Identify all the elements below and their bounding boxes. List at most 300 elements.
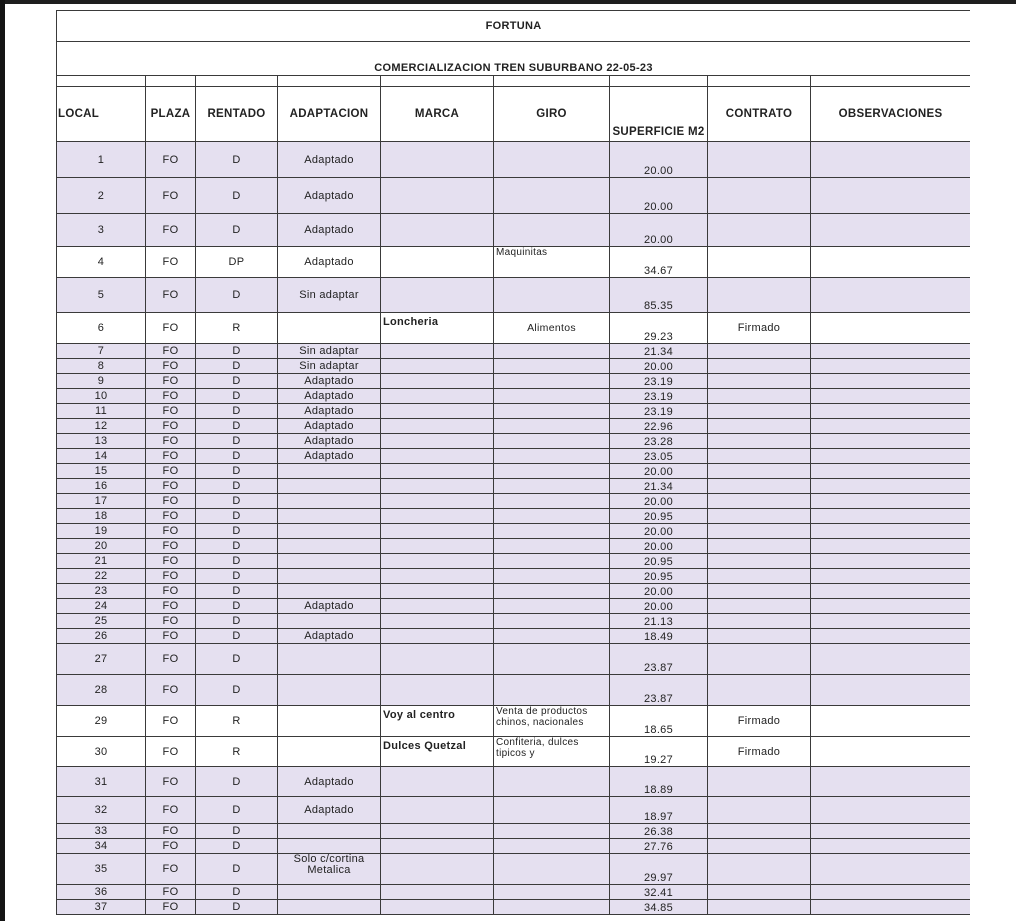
- cell-local: 21: [57, 554, 146, 569]
- cell-observaciones: [811, 449, 971, 464]
- cell-contrato: [708, 854, 811, 885]
- sheet-subtitle: COMERCIALIZACION TREN SUBURBANO 22-05-23: [57, 42, 971, 76]
- cell-contrato: [708, 449, 811, 464]
- cell-plaza: FO: [146, 419, 196, 434]
- cell-adaptacion: [278, 524, 381, 539]
- cell-observaciones: [811, 464, 971, 479]
- cell-plaza: FO: [146, 509, 196, 524]
- cell-contrato: [708, 839, 811, 854]
- cell-observaciones: [811, 824, 971, 839]
- cell-rentado: D: [196, 614, 278, 629]
- cell-superficie: 29.97: [610, 854, 708, 885]
- cell-marca: [381, 554, 494, 569]
- cell-marca: [381, 344, 494, 359]
- table-row: [57, 494, 971, 509]
- table-row: [57, 900, 971, 915]
- cell-rentado: D: [196, 675, 278, 706]
- cell-rentado: D: [196, 494, 278, 509]
- cell-contrato: [708, 509, 811, 524]
- cell-adaptacion: [278, 554, 381, 569]
- cell-marca: [381, 278, 494, 313]
- cell-giro: [494, 569, 610, 584]
- cell-superficie: 20.00: [610, 464, 708, 479]
- table-row: [57, 599, 971, 614]
- cell-local: 12: [57, 419, 146, 434]
- cell-superficie: 27.76: [610, 839, 708, 854]
- table-row: [57, 374, 971, 389]
- cell-superficie: 20.95: [610, 554, 708, 569]
- cell-superficie: 19.27: [610, 737, 708, 767]
- header-local: LOCAL: [57, 87, 146, 142]
- cell-local: 16: [57, 479, 146, 494]
- cell-local: 8: [57, 359, 146, 374]
- cell-marca: [381, 885, 494, 900]
- cell-contrato: [708, 374, 811, 389]
- cell-adaptacion: [278, 644, 381, 675]
- cell-plaza: FO: [146, 706, 196, 737]
- cell-observaciones: [811, 614, 971, 629]
- cell-local: 35: [57, 854, 146, 885]
- cell-observaciones: [811, 344, 971, 359]
- cell-adaptacion: [278, 675, 381, 706]
- cell-giro: [494, 524, 610, 539]
- cell-contrato: [708, 797, 811, 824]
- cell-rentado: R: [196, 737, 278, 767]
- cell-observaciones: [811, 178, 971, 214]
- cell-local: 18: [57, 509, 146, 524]
- cell-superficie: 23.19: [610, 404, 708, 419]
- cell-giro: [494, 509, 610, 524]
- cell-rentado: D: [196, 629, 278, 644]
- cell-marca: Voy al centro: [381, 706, 494, 737]
- cell-giro: [494, 767, 610, 797]
- cell-rentado: D: [196, 767, 278, 797]
- cell-observaciones: [811, 374, 971, 389]
- cell-adaptacion: Sin adaptar: [278, 344, 381, 359]
- cell-contrato: [708, 584, 811, 599]
- cell-adaptacion: [278, 464, 381, 479]
- cell-local: 31: [57, 767, 146, 797]
- cell-adaptacion: Adaptado: [278, 434, 381, 449]
- cell-local: 4: [57, 247, 146, 278]
- cell-giro: [494, 494, 610, 509]
- cell-rentado: D: [196, 404, 278, 419]
- table-row: [57, 767, 971, 797]
- cell-local: 9: [57, 374, 146, 389]
- cell-observaciones: [811, 434, 971, 449]
- cell-observaciones: [811, 247, 971, 278]
- cell-superficie: 20.00: [610, 494, 708, 509]
- cell-plaza: FO: [146, 344, 196, 359]
- cell-marca: [381, 839, 494, 854]
- cell-observaciones: [811, 524, 971, 539]
- cell-contrato: [708, 885, 811, 900]
- cell-local: 25: [57, 614, 146, 629]
- cell-marca: [381, 675, 494, 706]
- cell-adaptacion: Adaptado: [278, 599, 381, 614]
- spreadsheet: [56, 10, 970, 921]
- cell-rentado: D: [196, 464, 278, 479]
- cell-marca: [381, 539, 494, 554]
- cell-observaciones: [811, 494, 971, 509]
- cell-rentado: D: [196, 479, 278, 494]
- cell-plaza: FO: [146, 675, 196, 706]
- table-row: [57, 479, 971, 494]
- cell-rentado: D: [196, 584, 278, 599]
- cell-observaciones: [811, 214, 971, 247]
- cell-contrato: [708, 404, 811, 419]
- cell-observaciones: [811, 839, 971, 854]
- cell-local: 1: [57, 142, 146, 178]
- cell-giro: [494, 824, 610, 839]
- cell-giro: [494, 178, 610, 214]
- header-superficie: SUPERFICIE M2: [610, 87, 708, 142]
- table-row: [57, 524, 971, 539]
- cell-observaciones: [811, 675, 971, 706]
- cell-marca: [381, 247, 494, 278]
- cell-observaciones: [811, 797, 971, 824]
- cell-contrato: [708, 479, 811, 494]
- cell-plaza: FO: [146, 885, 196, 900]
- cell-giro: [494, 389, 610, 404]
- cell-marca: [381, 644, 494, 675]
- cell-superficie: 20.00: [610, 142, 708, 178]
- cell-rentado: D: [196, 359, 278, 374]
- cell-superficie: 26.38: [610, 824, 708, 839]
- cell-contrato: [708, 434, 811, 449]
- cell-plaza: FO: [146, 374, 196, 389]
- table-row: [57, 554, 971, 569]
- table-row: [57, 797, 971, 824]
- cell-superficie: 20.95: [610, 569, 708, 584]
- cell-plaza: FO: [146, 900, 196, 915]
- cell-marca: [381, 178, 494, 214]
- table-row: [57, 737, 971, 767]
- cell-plaza: FO: [146, 247, 196, 278]
- table-row: [57, 569, 971, 584]
- cell-adaptacion: Solo c/cortina Metalica: [278, 854, 381, 885]
- cell-giro: [494, 644, 610, 675]
- cell-superficie: 20.00: [610, 214, 708, 247]
- cell-superficie: 20.95: [610, 509, 708, 524]
- header-plaza: PLAZA: [146, 87, 196, 142]
- cell-rentado: D: [196, 854, 278, 885]
- cell-marca: [381, 767, 494, 797]
- cell-superficie: 34.67: [610, 247, 708, 278]
- cell-local: 6: [57, 313, 146, 344]
- cell-adaptacion: Adaptado: [278, 629, 381, 644]
- cell-observaciones: [811, 313, 971, 344]
- table-row: [57, 449, 971, 464]
- cell-contrato: [708, 142, 811, 178]
- cell-plaza: FO: [146, 479, 196, 494]
- table-row: [57, 629, 971, 644]
- cell-superficie: 20.00: [610, 584, 708, 599]
- cell-rentado: D: [196, 599, 278, 614]
- cell-marca: [381, 142, 494, 178]
- cell-giro: [494, 419, 610, 434]
- table-row: [57, 278, 971, 313]
- cell-giro: [494, 584, 610, 599]
- header-giro: GIRO: [494, 87, 610, 142]
- table-row: [57, 404, 971, 419]
- cell-superficie: 21.34: [610, 344, 708, 359]
- cell-observaciones: [811, 539, 971, 554]
- cell-adaptacion: Adaptado: [278, 178, 381, 214]
- cell-observaciones: [811, 737, 971, 767]
- cell-superficie: 23.28: [610, 434, 708, 449]
- cell-contrato: Firmado: [708, 706, 811, 737]
- cell-marca: [381, 854, 494, 885]
- cell-giro: [494, 359, 610, 374]
- cell-local: 33: [57, 824, 146, 839]
- table-row: [57, 675, 971, 706]
- cell-superficie: 21.13: [610, 614, 708, 629]
- cell-contrato: Firmado: [708, 737, 811, 767]
- cell-marca: [381, 599, 494, 614]
- cell-observaciones: [811, 644, 971, 675]
- header-marca: MARCA: [381, 87, 494, 142]
- cell-adaptacion: [278, 313, 381, 344]
- cell-marca: [381, 419, 494, 434]
- cell-marca: [381, 509, 494, 524]
- cell-superficie: 21.34: [610, 479, 708, 494]
- cell-adaptacion: [278, 706, 381, 737]
- cell-local: 3: [57, 214, 146, 247]
- cell-superficie: 18.65: [610, 706, 708, 737]
- table-row: [57, 419, 971, 434]
- header-row: [57, 87, 971, 142]
- cell-plaza: FO: [146, 767, 196, 797]
- cell-giro: [494, 885, 610, 900]
- cell-marca: Loncheria: [381, 313, 494, 344]
- cell-plaza: FO: [146, 214, 196, 247]
- sheet-title: FORTUNA: [57, 11, 971, 42]
- cell-contrato: [708, 178, 811, 214]
- table-row: [57, 885, 971, 900]
- cell-plaza: FO: [146, 584, 196, 599]
- cell-plaza: FO: [146, 644, 196, 675]
- header-contrato: CONTRATO: [708, 87, 811, 142]
- cell-contrato: [708, 675, 811, 706]
- cell-rentado: D: [196, 509, 278, 524]
- cell-giro: [494, 142, 610, 178]
- cell-observaciones: [811, 142, 971, 178]
- header-rentado: RENTADO: [196, 87, 278, 142]
- cell-plaza: FO: [146, 464, 196, 479]
- cell-plaza: FO: [146, 539, 196, 554]
- cell-plaza: FO: [146, 554, 196, 569]
- cell-giro: [494, 900, 610, 915]
- cell-observaciones: [811, 885, 971, 900]
- cell-adaptacion: Adaptado: [278, 419, 381, 434]
- table-row: [57, 839, 971, 854]
- cell-superficie: 23.19: [610, 389, 708, 404]
- table-row: [57, 313, 971, 344]
- cell-rentado: D: [196, 374, 278, 389]
- cell-plaza: FO: [146, 524, 196, 539]
- cell-marca: [381, 389, 494, 404]
- cell-plaza: FO: [146, 614, 196, 629]
- cell-superficie: 20.00: [610, 359, 708, 374]
- table-row: [57, 214, 971, 247]
- cell-giro: [494, 278, 610, 313]
- cell-local: 34: [57, 839, 146, 854]
- cell-plaza: FO: [146, 389, 196, 404]
- window-top-border: [0, 0, 1016, 4]
- cell-giro: [494, 839, 610, 854]
- cell-local: 30: [57, 737, 146, 767]
- cell-rentado: D: [196, 434, 278, 449]
- cell-rentado: D: [196, 839, 278, 854]
- header-adaptacion: ADAPTACION: [278, 87, 381, 142]
- cell-local: 29: [57, 706, 146, 737]
- cell-plaza: FO: [146, 178, 196, 214]
- cell-marca: [381, 404, 494, 419]
- table-row: [57, 434, 971, 449]
- cell-local: 17: [57, 494, 146, 509]
- window-left-border: [0, 0, 5, 921]
- cell-giro: [494, 464, 610, 479]
- cell-contrato: [708, 554, 811, 569]
- cell-plaza: FO: [146, 434, 196, 449]
- cell-plaza: FO: [146, 449, 196, 464]
- cell-local: 15: [57, 464, 146, 479]
- cell-local: 2: [57, 178, 146, 214]
- cell-observaciones: [811, 900, 971, 915]
- cell-marca: [381, 359, 494, 374]
- cell-observaciones: [811, 854, 971, 885]
- cell-contrato: [708, 524, 811, 539]
- cell-marca: [381, 464, 494, 479]
- cell-marca: [381, 214, 494, 247]
- cell-adaptacion: Adaptado: [278, 797, 381, 824]
- cell-giro: Maquinitas: [494, 247, 610, 278]
- header-observaciones: OBSERVACIONES: [811, 87, 971, 142]
- cell-rentado: D: [196, 449, 278, 464]
- cell-marca: [381, 374, 494, 389]
- cell-rentado: D: [196, 419, 278, 434]
- cell-superficie: 23.05: [610, 449, 708, 464]
- cell-observaciones: [811, 629, 971, 644]
- cell-observaciones: [811, 706, 971, 737]
- cell-local: 7: [57, 344, 146, 359]
- cell-marca: [381, 479, 494, 494]
- cell-rentado: D: [196, 344, 278, 359]
- table-row: [57, 359, 971, 374]
- table-row: [57, 389, 971, 404]
- cell-giro: [494, 614, 610, 629]
- cell-adaptacion: [278, 494, 381, 509]
- cell-adaptacion: [278, 569, 381, 584]
- table-row: [57, 247, 971, 278]
- cell-marca: [381, 584, 494, 599]
- cell-observaciones: [811, 509, 971, 524]
- cell-superficie: 18.97: [610, 797, 708, 824]
- cell-contrato: [708, 614, 811, 629]
- cell-superficie: 23.19: [610, 374, 708, 389]
- table-row: [57, 644, 971, 675]
- cell-marca: [381, 900, 494, 915]
- cell-local: 23: [57, 584, 146, 599]
- cell-rentado: D: [196, 214, 278, 247]
- cell-adaptacion: Adaptado: [278, 449, 381, 464]
- cell-giro: [494, 374, 610, 389]
- cell-local: 26: [57, 629, 146, 644]
- cell-contrato: [708, 464, 811, 479]
- cell-contrato: [708, 359, 811, 374]
- cell-plaza: FO: [146, 278, 196, 313]
- cell-rentado: D: [196, 644, 278, 675]
- cell-adaptacion: Adaptado: [278, 142, 381, 178]
- cell-superficie: 20.00: [610, 539, 708, 554]
- cell-observaciones: [811, 359, 971, 374]
- cell-rentado: R: [196, 706, 278, 737]
- cell-rentado: D: [196, 278, 278, 313]
- cell-contrato: [708, 214, 811, 247]
- cell-observaciones: [811, 767, 971, 797]
- cell-superficie: 20.00: [610, 524, 708, 539]
- cell-superficie: 20.00: [610, 599, 708, 614]
- cell-rentado: D: [196, 900, 278, 915]
- cell-local: 20: [57, 539, 146, 554]
- cell-plaza: FO: [146, 854, 196, 885]
- cell-giro: [494, 539, 610, 554]
- table-row: [57, 142, 971, 178]
- cell-rentado: D: [196, 824, 278, 839]
- cell-local: 22: [57, 569, 146, 584]
- cell-adaptacion: [278, 509, 381, 524]
- cell-rentado: D: [196, 554, 278, 569]
- cell-superficie: 23.87: [610, 675, 708, 706]
- cell-adaptacion: [278, 539, 381, 554]
- cell-local: 19: [57, 524, 146, 539]
- table-row: [57, 614, 971, 629]
- cell-contrato: [708, 767, 811, 797]
- cell-contrato: [708, 344, 811, 359]
- cell-contrato: [708, 569, 811, 584]
- cell-adaptacion: [278, 737, 381, 767]
- cell-observaciones: [811, 479, 971, 494]
- cell-rentado: D: [196, 797, 278, 824]
- cell-plaza: FO: [146, 797, 196, 824]
- table-row: [57, 539, 971, 554]
- cell-giro: [494, 675, 610, 706]
- cell-marca: [381, 614, 494, 629]
- cell-superficie: 32.41: [610, 885, 708, 900]
- cell-marca: Dulces Quetzal: [381, 737, 494, 767]
- cell-giro: [494, 554, 610, 569]
- cell-plaza: FO: [146, 142, 196, 178]
- cell-observaciones: [811, 389, 971, 404]
- cell-superficie: 20.00: [610, 178, 708, 214]
- cell-adaptacion: Adaptado: [278, 247, 381, 278]
- cell-rentado: D: [196, 178, 278, 214]
- cell-plaza: FO: [146, 599, 196, 614]
- cell-rentado: R: [196, 313, 278, 344]
- cell-plaza: FO: [146, 629, 196, 644]
- cell-giro: [494, 797, 610, 824]
- cell-superficie: 18.89: [610, 767, 708, 797]
- cell-observaciones: [811, 554, 971, 569]
- cell-giro: [494, 344, 610, 359]
- cell-plaza: FO: [146, 494, 196, 509]
- table-row: [57, 178, 971, 214]
- cell-observaciones: [811, 584, 971, 599]
- table-row: [57, 824, 971, 839]
- cell-local: 36: [57, 885, 146, 900]
- cell-marca: [381, 569, 494, 584]
